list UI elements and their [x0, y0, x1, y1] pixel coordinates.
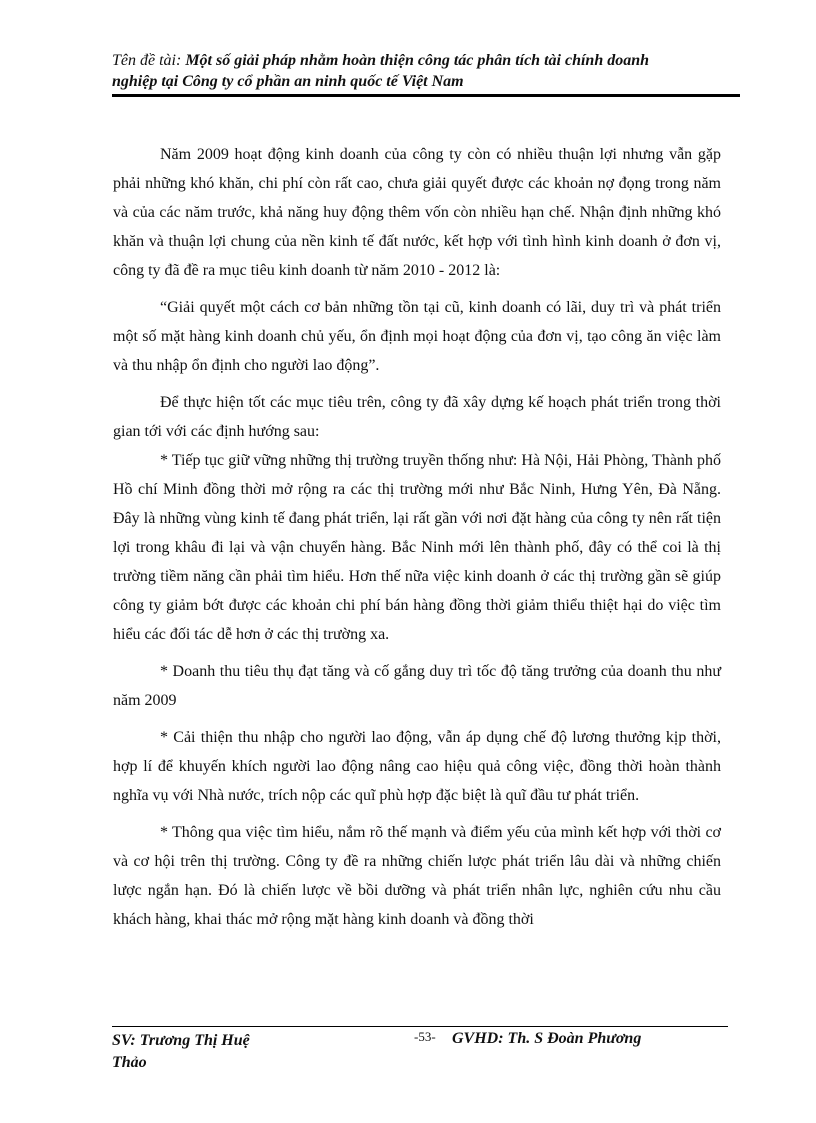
document-body	[113, 140, 721, 942]
paragraph: * Tiếp tục giữ vững những thị trường truyền thống như: Hà Nội, Hải Phòng, Thành phố Hồ chí Minh đồng thời mở rộng ra các thị trường mới như Bắc Ninh, Hưng Yên, Đà Nẵng. Đây là những vùng kinh tế đang phát triển, lại rất gần với nơi đặt hàng của công ty nên rất tiện lợi trong khâu đi lại và vận chuyển hàng. Bắc Ninh mới lên thành phố, đây có thể coi là thị trường tiềm năng cần phải tìm hiểu. Hơn thế nữa việc kinh doanh ở các thị trường gần sẽ giúp công ty giảm bớt được các khoản chi phí bán hàng đồng thời giảm thiểu thiệt hại do việc tìm hiểu các đối tác dễ hơn ở các thị trường xa.	[113, 452, 721, 643]
advisor-name: GVHD: Th. S Đoàn Phương	[452, 1030, 642, 1047]
paragraph: Để thực hiện tốt các mục tiêu trên, công ty đã xây dựng kế hoạch phát triển trong thời gian tới với các định hướng sau:	[113, 394, 721, 440]
title-line-1: Một số giải pháp nhằm hoàn thiện công tác phân tích tài chính doanh	[185, 52, 650, 69]
paragraph: “Giải quyết một cách cơ bản những tồn tại cũ, kinh doanh có lãi, duy trì và phát triển một số mặt hàng kinh doanh chủ yếu, ổn định mọi hoạt động của đơn vị, tạo công ăn việc làm và thu nhập ổn định cho người lao động”.	[113, 299, 721, 374]
title-line-2: nghiệp tại Công ty cổ phần an ninh quốc tế Việt Nam	[112, 73, 464, 90]
paragraph: * Cải thiện thu nhập cho người lao động, vẫn áp dụng chế độ lương thưởng kịp thời, hợp lí để khuyến khích người lao động nâng cao hiệu quả công việc, đồng thời hoàn thành nghĩa vụ với Nhà nước, trích nộp các quĩ phù hợp đặc biệt là quĩ đầu tư phát triển.	[113, 729, 721, 804]
student-name: SV: Trương Thị Huệ Thảo	[112, 1032, 250, 1071]
thesis-title	[112, 50, 740, 92]
paragraph: * Doanh thu tiêu thụ đạt tăng và cố gắng duy trì tốc độ tăng trưởng của doanh thu như năm 2009	[113, 663, 721, 709]
header-divider	[112, 94, 740, 97]
paragraph: * Thông qua việc tìm hiểu, nắm rõ thế mạnh và điểm yếu của mình kết hợp với thời cơ và cơ hội trên thị trường. Công ty đề ra những chiến lược phát triển lâu dài và những chiến lược ngắn hạn. Đó là chiến lược về bồi dưỡng và phát triển nhân lực, nghiên cứu nhu cầu khách hàng, khai thác mở rộng mặt hàng kinh doanh và đồng thời	[113, 824, 721, 928]
paragraph: Năm 2009 hoạt động kinh doanh của công ty còn có nhiều thuận lợi nhưng vẫn gặp phải những khó khăn, chi phí còn rất cao, chưa giải quyết được các khoản nợ đọng trong năm và của các năm trước, khả năng huy động thêm vốn còn nhiều hạn chế. Nhận định những khó khăn và thuận lợi chung của nền kinh tế đất nước, kết hợp với tình hình kinh doanh ở đơn vị, công ty đã đề ra mục tiêu kinh doanh từ năm 2010 - 2012 là:	[113, 146, 721, 279]
page-number: -53-	[414, 1029, 436, 1044]
title-prefix: Tên đề tài:	[112, 52, 186, 69]
footer-divider	[112, 1026, 728, 1027]
page-header	[112, 50, 740, 92]
